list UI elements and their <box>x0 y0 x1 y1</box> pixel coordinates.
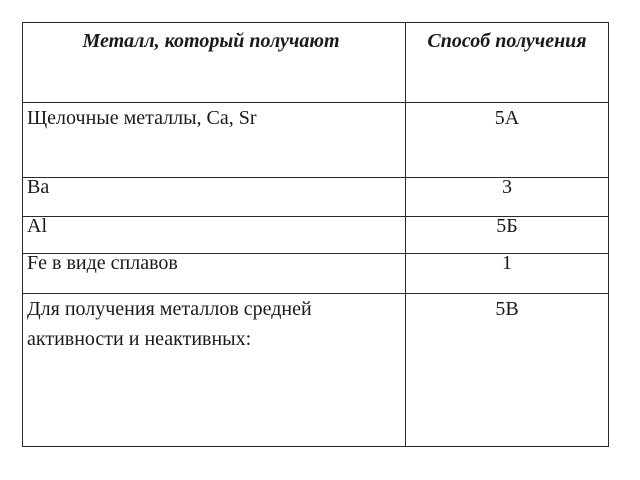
metal-name: Fe в виде сплавов <box>27 252 178 274</box>
method-cell <box>406 254 609 294</box>
table-row <box>23 254 609 294</box>
header-metal-label: Металл, который получают <box>82 30 340 52</box>
table-row <box>23 103 609 178</box>
metals-table <box>22 22 609 447</box>
metal-name: Ba <box>27 176 50 198</box>
header-method-label: Способ получения <box>427 30 587 52</box>
method-value: 5Б <box>496 215 518 237</box>
method-cell <box>406 103 609 178</box>
table-header-row <box>23 23 609 103</box>
method-value: 5В <box>495 298 519 320</box>
header-method-cell <box>406 23 609 103</box>
metal-name: Для получения металлов средней активности и неактивных: <box>27 298 312 350</box>
method-value: 5А <box>494 107 520 129</box>
metal-name: Щелочные металлы, Ca, Sr <box>27 107 257 129</box>
header-metal-cell <box>23 23 406 103</box>
method-cell <box>406 294 609 447</box>
metal-cell <box>23 103 406 178</box>
metal-name: Al <box>27 215 47 237</box>
table-row <box>23 294 609 447</box>
metal-cell <box>23 294 406 447</box>
method-value: 3 <box>502 176 512 198</box>
method-value: 1 <box>502 252 512 274</box>
metal-cell <box>23 254 406 294</box>
